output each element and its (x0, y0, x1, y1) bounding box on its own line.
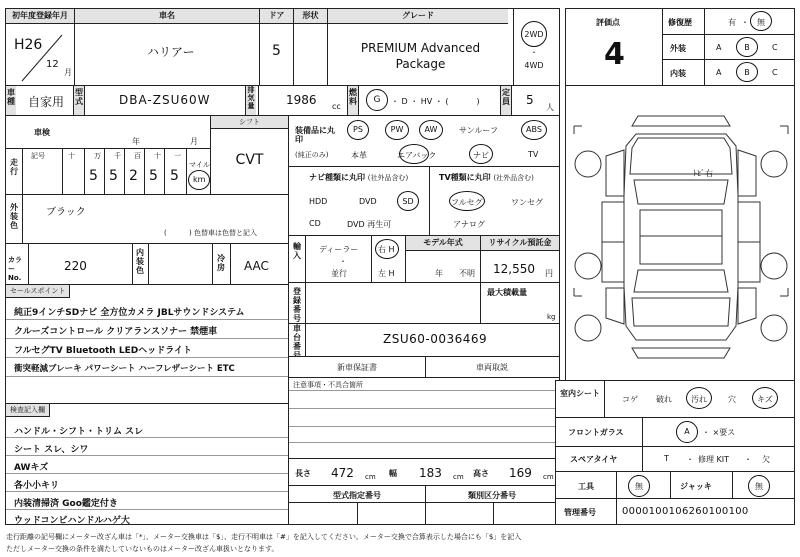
sales-point: クルーズコントロール クリアランスソナー 禁煙車 (14, 327, 218, 337)
mileage-label: 走行 (10, 158, 18, 176)
car-diagram-block (565, 85, 795, 381)
ac-label: 冷房 (217, 254, 225, 272)
exterior-b: B (744, 43, 750, 52)
mgmt-block (555, 498, 795, 525)
digit-header: 千 (114, 152, 121, 160)
dealer: ディーラー (319, 245, 359, 254)
equipment-label: 装備品に丸印 (295, 126, 335, 144)
doors: 5 (272, 43, 281, 59)
model-year-value: 不明 (459, 269, 475, 278)
spare-block (555, 446, 795, 472)
handle-left: 左 H (378, 269, 395, 278)
equip-ps: PS (353, 125, 363, 134)
inspection-shift-block (5, 115, 289, 195)
inspector-note: ウッドコンビハンドルハゲ大 (14, 516, 130, 526)
displacement-label: 排気量 (246, 86, 256, 115)
tv-oneseg: ワンセグ (511, 198, 543, 207)
seat-item: 破れ (656, 395, 672, 404)
nav-cd: CD (309, 219, 321, 228)
windshield-label: フロントガラス (568, 428, 624, 437)
exterior-color: ブラック (46, 207, 86, 218)
tools-value: 無 (635, 482, 643, 491)
tv-analog: アナログ (453, 220, 485, 229)
first-reg-label: 初年度登録年月 (6, 9, 74, 24)
car-name: ハリアー (147, 45, 195, 59)
tools-block (555, 471, 795, 499)
drive-4wd: 4WD (524, 61, 544, 70)
first-reg-month: 12 (46, 59, 59, 70)
interior-a: A (716, 68, 722, 77)
new-warranty: 新車保証書 (337, 363, 377, 372)
inspection-month-unit: 月 (190, 137, 198, 146)
max-load-unit: kg (547, 313, 556, 321)
first-reg-cell (5, 8, 75, 86)
digit-header: 百 (134, 152, 141, 160)
model-year-year: 年 (435, 269, 443, 278)
exterior-label: 外装 (670, 44, 686, 53)
sales-point: 衝突軽減ブレーキ パワーシート ハーフレザーシート ETC (14, 364, 235, 374)
spec-row (5, 85, 560, 116)
recycle-value: 12,550 (493, 262, 535, 276)
equipment-sub-label: (純正のみ) (295, 151, 329, 159)
door-label: ドア (260, 9, 293, 24)
chassis-label: 車台番 (293, 324, 301, 351)
model-year-label: モデル年式 (406, 236, 480, 251)
exterior-a: A (716, 43, 722, 52)
inspection-label: 車検 (34, 128, 50, 137)
height-unit: cm (543, 473, 554, 481)
drive-2wd: 2WD (524, 30, 544, 39)
model-label: 型式 (74, 86, 84, 117)
interior-label: 内装 (670, 69, 686, 78)
digit-header: 十 (68, 152, 75, 160)
nav-label: ナビ種類に丸印 (社外品含む) (309, 173, 409, 182)
registration-block (288, 282, 560, 324)
seat-item: キズ (757, 395, 773, 404)
exterior-c: C (772, 43, 778, 52)
digit-header: 万 (94, 152, 101, 160)
recycle-label: リサイクル預託金 (481, 236, 559, 251)
seat-item: 穴 (728, 395, 736, 404)
digit-header: 十 (154, 152, 161, 160)
shape-cell (293, 8, 328, 86)
nav-dvd-play: DVD 再生可 (347, 220, 392, 229)
max-load-label: 最大積載量 (487, 288, 527, 297)
equip-abs: ABS (526, 125, 542, 134)
tv-label: TV種類に丸印 (社外品含む) (439, 173, 534, 182)
inspector-note: シート スレ、シワ (14, 445, 89, 455)
windshield-block (555, 417, 795, 447)
equip-leather: 本革 (351, 151, 367, 160)
grade-line1: PREMIUM Advanced (360, 41, 481, 55)
mileage-digit: 5 (109, 168, 118, 184)
type-class-block (288, 485, 560, 525)
windshield-x: ・ ×要ス (702, 428, 736, 437)
length-unit: cm (365, 473, 376, 481)
seat-item: 汚れ (691, 395, 707, 404)
equip-sunroof: サンルーフ (459, 126, 498, 135)
mileage-digit: 5 (89, 168, 98, 184)
color-note: ( ) 色替車は色替と記入 (164, 229, 257, 237)
notes-label: 注意事項・不具合箇所 (293, 381, 363, 389)
fuel-g: G (373, 95, 381, 105)
inspector-block (5, 403, 289, 525)
repair-no: 無 (757, 18, 765, 27)
parallel: 並行 (331, 269, 347, 278)
first-reg-era: H26 (14, 37, 43, 53)
inspection-year-unit: 年 (132, 137, 140, 146)
class-label: 類別区分番号 (468, 491, 516, 500)
manual: 車両取説 (476, 363, 508, 372)
jack-label: ジャッキ (680, 482, 712, 491)
docs-block (288, 356, 560, 378)
car-name-cell (74, 8, 260, 86)
spare-item: 修理 KIT (698, 455, 730, 464)
exterior-color-block (5, 194, 289, 244)
width-unit: cm (453, 473, 464, 481)
car-name-label: 車名 (75, 9, 259, 24)
record-label: 記号 (31, 152, 45, 160)
type-spec-label: 型式指定番号 (333, 491, 381, 500)
car-type: 自家用 (28, 95, 65, 109)
chassis-no: ZSU60-0036469 (383, 332, 488, 346)
mileage-digit: 5 (149, 168, 158, 184)
repair-label: 修復歴 (668, 18, 692, 27)
chassis-block (288, 323, 560, 357)
inspector-note: 内装清掃済 Goo鑑定付き (14, 499, 118, 509)
mileage-digit: 5 (170, 168, 179, 184)
import-block (288, 235, 560, 283)
score-block (565, 8, 795, 86)
handle-right: 右 H (378, 245, 395, 254)
spare-item: T (664, 454, 669, 463)
nav-tv-block (288, 166, 560, 236)
length-label: 長さ (295, 469, 311, 478)
spare-item: ・ (686, 455, 694, 464)
color-no: 220 (64, 259, 87, 273)
footer-line2: ただしメーター交換の条件を満たしていないものはメーター改ざん車扱いとなります。 (6, 545, 279, 553)
inspector-note: ハンドル・シフト・トリム スレ (14, 427, 144, 437)
mileage-digit: 2 (129, 168, 138, 184)
repair-sep: ・ (741, 18, 749, 27)
height: 169 (509, 466, 532, 480)
footer-line1: 走行距離の記号欄にメーター改ざん車は「*」、メーター交換車は「$」、走行不明車は「#」を記入してください。メーター交換で合算表示した場合にも「$」を記入 (6, 533, 522, 541)
shift-label: シフト (211, 116, 288, 129)
width-label: 幅 (389, 469, 397, 478)
mgmt-no: 0000100106260100100 (622, 506, 749, 517)
inspector-label: 検査記入欄 (6, 404, 50, 417)
interior-c: C (772, 68, 778, 77)
cc-unit: cc (332, 102, 341, 111)
diagram-note: ﾄﾋﾞ右 (693, 169, 713, 178)
jack-value: 無 (755, 482, 763, 491)
displacement: 1986 (286, 93, 317, 107)
notes-block (288, 377, 560, 459)
km-label: km (193, 175, 206, 184)
nav-sd: SD (402, 197, 414, 206)
reg-label: 登録番号 (293, 287, 301, 323)
equip-airbag: エアバック (397, 151, 437, 160)
capacity-unit: 人 (546, 103, 554, 112)
capacity-label: 定員 (501, 86, 511, 117)
score: 4 (604, 37, 625, 72)
equip-tv: TV (528, 150, 539, 159)
nav-dvd: DVD (359, 197, 377, 206)
car-diagram (566, 86, 796, 382)
interior-color-label: 内装色 (136, 248, 144, 275)
nav-hdd: HDD (309, 197, 328, 206)
interior-b: B (744, 68, 750, 77)
width: 183 (419, 466, 442, 480)
sales-points-block (5, 284, 289, 404)
door-cell (259, 8, 294, 86)
grade-line2: Package (395, 57, 446, 71)
color-no-block (5, 243, 289, 285)
exterior-color-label: 外装色 (10, 203, 18, 230)
month-unit: 月 (64, 68, 72, 77)
recycle-unit: 円 (545, 269, 553, 278)
equip-navi: ナビ (473, 151, 489, 160)
spare-item: ・ (744, 455, 752, 464)
equip-aw: AW (424, 125, 438, 134)
equipment-block (288, 115, 560, 167)
dealer-sep: ・ (339, 257, 347, 266)
grade-label: グレード (328, 9, 508, 24)
grade-cell (327, 8, 560, 86)
tools-label: 工具 (578, 482, 594, 491)
sales-points-label: セールスポイント (6, 285, 70, 298)
height-label: 高さ (473, 469, 489, 478)
inspector-note: 各小小キリ (14, 481, 60, 491)
ac: AAC (244, 259, 269, 273)
length: 472 (331, 466, 354, 480)
seat-item: コゲ (622, 395, 638, 404)
score-label: 評価点 (596, 18, 620, 27)
shift: CVT (235, 152, 264, 168)
color-no-label: カラーNo. (8, 256, 22, 282)
mgmt-label: 管理番号 (564, 508, 596, 517)
spare-label: スペアタイヤ (570, 455, 618, 464)
repair-yes: 有 (728, 18, 736, 27)
car-type-label: 車種 (6, 86, 16, 117)
mile-label: マイル (189, 161, 210, 169)
fuel-rest: ・ D ・ HV ・ ( ) (391, 97, 480, 106)
capacity: 5 (526, 93, 534, 107)
spare-item: 欠 (762, 455, 770, 464)
seat-label: 室内シート (560, 389, 600, 398)
windshield-a: A (684, 427, 690, 436)
sales-point: フルセグTV Bluetooth LEDヘッドライト (14, 346, 192, 356)
import-label: 輸入 (293, 242, 301, 260)
sales-point: 純正9インチSDナビ 全方位カメラ JBLサウンドシステム (14, 308, 245, 318)
model: DBA-ZSU60W (119, 93, 211, 107)
seat-block (555, 380, 795, 418)
equip-pw: PW (390, 125, 404, 134)
fuel-label: 燃料 (348, 86, 358, 117)
digit-header: 一 (174, 152, 181, 160)
tv-fullseg: フルセグ (451, 198, 483, 207)
dimensions-block (288, 458, 560, 486)
shape-label: 形状 (294, 9, 327, 24)
inspector-note: AWキズ (14, 463, 49, 473)
drive-sep: ・ (530, 48, 538, 57)
